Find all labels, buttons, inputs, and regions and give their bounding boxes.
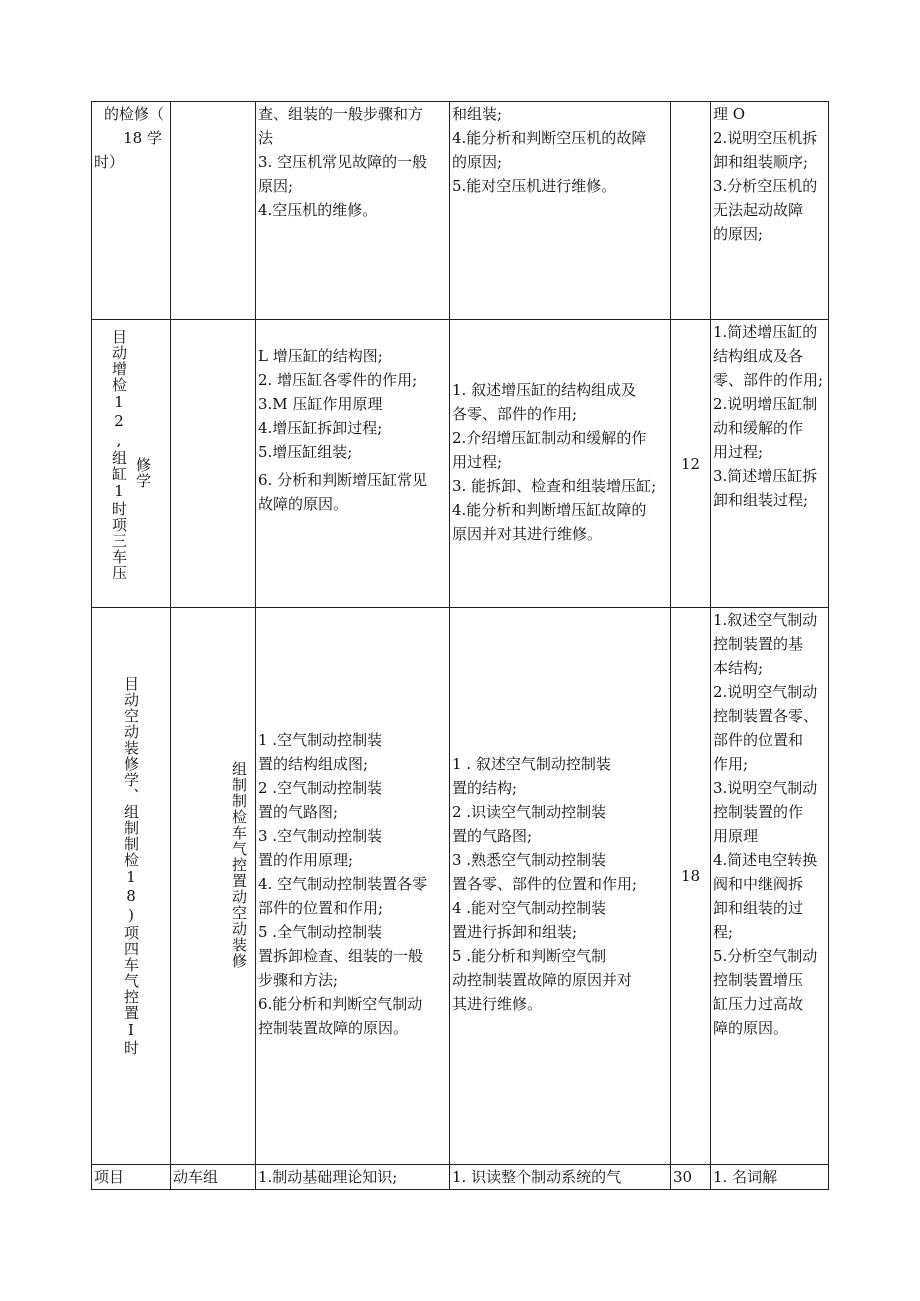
cell-line: 置的结构; [452,779,518,797]
cell-line: 6.能分析和判断空气制动 [258,995,423,1013]
project-cell [92,608,171,1165]
cell-line: 2 .空气制动控制装 [258,779,383,797]
project-cell: 项目 [92,1165,171,1190]
cell-line: 原因并对其进行维修。 [452,525,603,543]
cell-line: 1.简述增压缸的 [713,323,818,341]
cell-line: 4 .能对空气制动控制装 [452,899,607,917]
cell-line: 1.叙述空气制动 [713,611,818,629]
hours-cell: 12 [671,320,711,608]
cell-line: 查、组装的一般步骤和方 [258,105,424,123]
cell-line: 阀和中继阀拆 [713,875,804,893]
cell-line: 障的原因。 [713,1019,789,1037]
cell-line: 3.M 压缸作用原理 [258,395,383,413]
knowledge-cell [256,320,450,608]
cell-line: 用过程; [713,443,764,461]
knowledge-cell: 1.制动基础理论知识; [256,1165,450,1190]
cell-line: 程; [713,923,734,941]
project-vertical-text: 修学 [134,456,152,489]
cell-line: 4.空压机的维修。 [258,201,378,219]
module-cell: 动车组 [171,1165,256,1190]
cell-line: 缸压力过高故 [713,995,804,1013]
cell-line: 置的作用原理; [258,851,354,869]
cell-line: 控制装置增压 [713,971,804,989]
cell-line: 动控制装置故障的原因并对 [452,971,633,989]
cell-line: 2 .识读空气制动控制装 [452,803,607,821]
cell-line: 2.说明空气制动 [713,683,818,701]
module-cell [171,320,256,608]
cell-line: 卸和组装顺序; [713,153,809,171]
cell-line: 2.介绍增压缸制动和缓解的作 [452,429,647,447]
module-cell [171,102,256,320]
assessment-cell [711,608,829,1165]
project-vertical-text: 目动增检12,组缸1时项三车压 [110,328,128,581]
cell-line: 无法起动故障 [713,201,804,219]
cell-line: 置的气路图; [258,803,339,821]
cell-line: 控制装置各零、 [713,707,819,725]
cell-line: 本结构; [713,659,764,677]
cell-line: 步骤和方法; [258,971,339,989]
cell-line: 置进行拆卸和组装; [452,923,578,941]
cell-line: 置拆卸检查、组装的一般 [258,947,424,965]
project-cell [92,102,171,320]
cell-line: 1 . 叙述空气制动控制装 [452,755,611,773]
cell-line: 1 .空气制动控制装 [258,731,383,749]
cell-line: 控制装置的作 [713,803,804,821]
cell-line: 的检修（ [104,105,165,123]
cell-line: 3 .熟悉空气制动控制装 [452,851,607,869]
module-cell [171,608,256,1165]
cell-line: 5.增压缸组装; [258,443,353,461]
cell-line: 3. 空压机常见故障的一般 [258,153,428,171]
table-row [92,320,829,608]
cell-line: 部件的位置和 [713,731,804,749]
skill-cell [450,608,671,1165]
skill-cell: 1. 识读整个制动系统的气 [450,1165,671,1190]
cell-line: 置的气路图; [452,827,533,845]
cell-line: 置的结构组成图; [258,755,369,773]
cell-line: 部件的位置和作用; [258,899,384,917]
cell-line: 4.能分析和判断增压缸故障的 [452,501,647,519]
cell-line: 3.分析空压机的 [713,177,818,195]
cell-line: 卸和组装的过 [713,899,804,917]
cell-line: 的原因; [452,153,503,171]
cell-line: 5.能对空压机进行维修。 [452,177,617,195]
table-row [92,102,829,320]
cell-line: 4. 空气制动控制装置各零 [258,875,428,893]
curriculum-table [91,101,829,1190]
skill-cell [450,102,671,320]
cell-line: 2.说明增压缸制 [713,395,818,413]
assessment-cell [711,320,829,608]
cell-line: 控制装置故障的原因。 [258,1019,409,1037]
cell-line: 6. 分析和判断增压缸常见 [258,471,428,489]
table-row [92,1165,829,1190]
hours-cell [671,102,711,320]
cell-line: 2.说明空压机拆 [713,129,818,147]
skill-cell [450,320,671,608]
knowledge-cell [256,608,450,1165]
cell-line: 用原理 [713,827,759,845]
cell-line: 时） [94,153,125,171]
hours-cell: 30 [671,1165,711,1190]
module-vertical-text: 组制制检车气控置动空动装修 [230,761,248,969]
cell-line: 18 学 [123,129,162,147]
cell-line: 4.简述电空转换 [713,851,818,869]
cell-line: 作用; [713,755,749,773]
cell-line: 控制装置的基 [713,635,804,653]
cell-line: 3.说明空气制动 [713,779,818,797]
cell-line: 用过程; [452,453,503,471]
cell-line: 动和缓解的作 [713,419,804,437]
cell-line: 和组装; [452,105,503,123]
project-cell [92,320,171,608]
cell-line: 3 .空气制动控制装 [258,827,383,845]
hours-cell: 18 [671,608,711,1165]
cell-line: 3. 能拆卸、检查和组装增压缸; [452,477,657,495]
cell-line: 5.分析空气制动 [713,947,818,965]
cell-line: 4.增压缸拆卸过程; [258,419,383,437]
assessment-cell [711,102,829,320]
cell-line: 理 O [713,105,746,123]
cell-line: 各零、部件的作用; [452,405,578,423]
cell-line: 1. 叙述增压缸的结构组成及 [452,381,637,399]
cell-line: 卸和组装过程; [713,491,809,509]
cell-line: 3.简述增压缸拆 [713,467,818,485]
knowledge-cell [256,102,450,320]
cell-line: 2. 增压缸各零件的作用; [258,371,418,389]
cell-line: L 增压缸的结构图; [258,347,383,365]
assessment-cell: 1. 名词解 [711,1165,829,1190]
cell-line: 法 [258,129,274,147]
cell-line: 原因; [258,177,294,195]
project-vertical-text: 目动空动装修学、组制制检18)项四车气控置I时 [122,676,140,1056]
table-row [92,608,829,1165]
cell-line: 其进行维修。 [452,995,543,1013]
cell-line: 结构组成及各 [713,347,804,365]
cell-line: 5 .全气制动控制装 [258,923,383,941]
cell-line: 5 .能分析和判断空气制 [452,947,607,965]
cell-line: 零、部件的作用; [713,371,824,389]
cell-line: 的原因; [713,225,764,243]
cell-line: 4.能分析和判断空压机的故障 [452,129,647,147]
cell-line: 故障的原因。 [258,495,349,513]
cell-line: 置各零、部件的位置和作用; [452,875,638,893]
